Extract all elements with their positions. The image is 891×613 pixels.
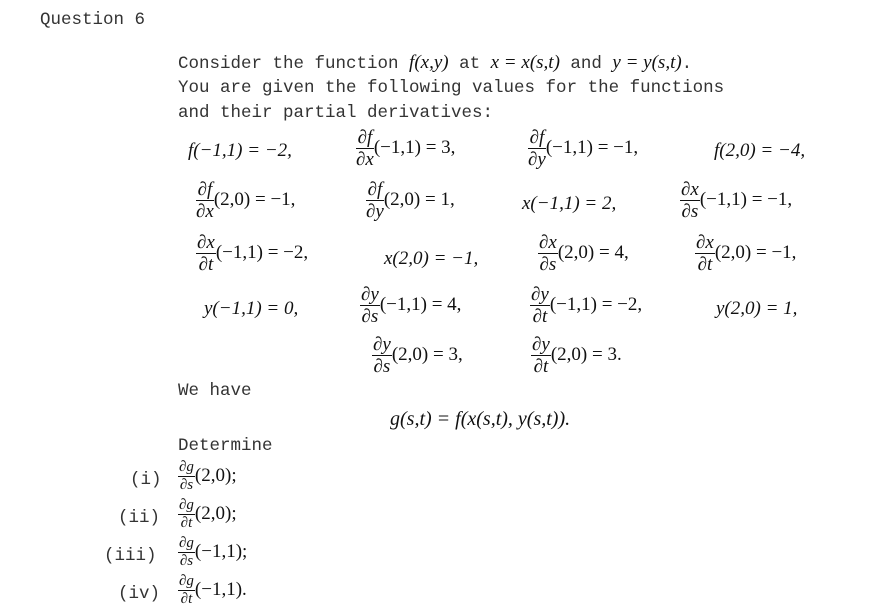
intro-period: . <box>681 54 693 74</box>
intro-and: and <box>559 54 613 74</box>
intro-x: x = x(s,t) <box>490 52 560 73</box>
part-iv-expression: $\frac{\partial g}{\partial t}$ (−1,1). <box>179 573 247 607</box>
value-xt-m11: $\frac{\partial x}{\partial t}$ (−1,1) = −2, <box>197 232 309 275</box>
value-xs-m11: $\frac{\partial x}{\partial s}$ (−1,1) = −1, <box>681 179 793 222</box>
part-ii-expression: $\frac{\partial g}{\partial t}$ (2,0); <box>179 497 237 531</box>
value-fy-m11: $\frac{\partial f}{\partial y}$ (−1,1) = −1, <box>528 127 639 170</box>
we-have-text: We have <box>178 381 252 401</box>
g-definition: g(s,t) = f(x(s,t), y(s,t)). <box>390 408 571 430</box>
part-iii-expression: $\frac{\partial g}{\partial s}$ (−1,1); <box>179 535 248 569</box>
value-fy-20: $\frac{\partial f}{\partial y}$ (2,0) = 1, <box>366 179 455 222</box>
value-fx-m11: $\frac{\partial f}{\partial x}$ (−1,1) = 3, <box>356 127 456 170</box>
value-f-20: f(2,0) = −4, <box>714 140 806 161</box>
intro-y: y = y(s,t) <box>612 52 682 73</box>
value-xt-20: $\frac{\partial x}{\partial t}$ (2,0) = −1, <box>696 232 797 275</box>
value-yt-20: $\frac{\partial y}{\partial t}$ (2,0) = 3. <box>532 334 622 377</box>
part-i-label: (i) <box>130 470 162 490</box>
intro-f: f(x,y) <box>409 52 449 73</box>
value-x-20: x(2,0) = −1, <box>384 248 479 269</box>
value-yt-m11: $\frac{\partial y}{\partial t}$ (−1,1) = −2, <box>531 284 643 327</box>
part-i-expression: $\frac{\partial g}{\partial s}$ (2,0); <box>179 459 237 493</box>
intro-line-3: and their partial derivatives: <box>178 103 494 123</box>
intro-text: Consider the function <box>178 54 410 74</box>
part-ii-label: (ii) <box>118 508 161 528</box>
value-ys-20: $\frac{\partial y}{\partial s}$ (2,0) = 3, <box>373 334 463 377</box>
value-xs-20: $\frac{\partial x}{\partial s}$ (2,0) = 4, <box>539 232 629 275</box>
part-iv-label: (iv) <box>118 584 161 604</box>
intro-at: at <box>448 54 491 74</box>
part-iii-label: (iii) <box>104 546 157 566</box>
value-f-m11: f(−1,1) = −2, <box>188 140 292 161</box>
intro-line-2: You are given the following values for the functions <box>178 78 725 98</box>
value-x-m11: x(−1,1) = 2, <box>522 193 617 214</box>
determine-text: Determine <box>178 436 273 456</box>
value-y-m11: y(−1,1) = 0, <box>204 298 299 319</box>
question-title: Question 6 <box>40 10 146 30</box>
value-ys-m11: $\frac{\partial y}{\partial s}$ (−1,1) = 4, <box>361 284 462 327</box>
value-y-20: y(2,0) = 1, <box>716 298 798 319</box>
value-fx-20: $\frac{\partial f}{\partial x}$ (2,0) = −1, <box>196 179 296 222</box>
intro-line-1 <box>178 52 692 74</box>
